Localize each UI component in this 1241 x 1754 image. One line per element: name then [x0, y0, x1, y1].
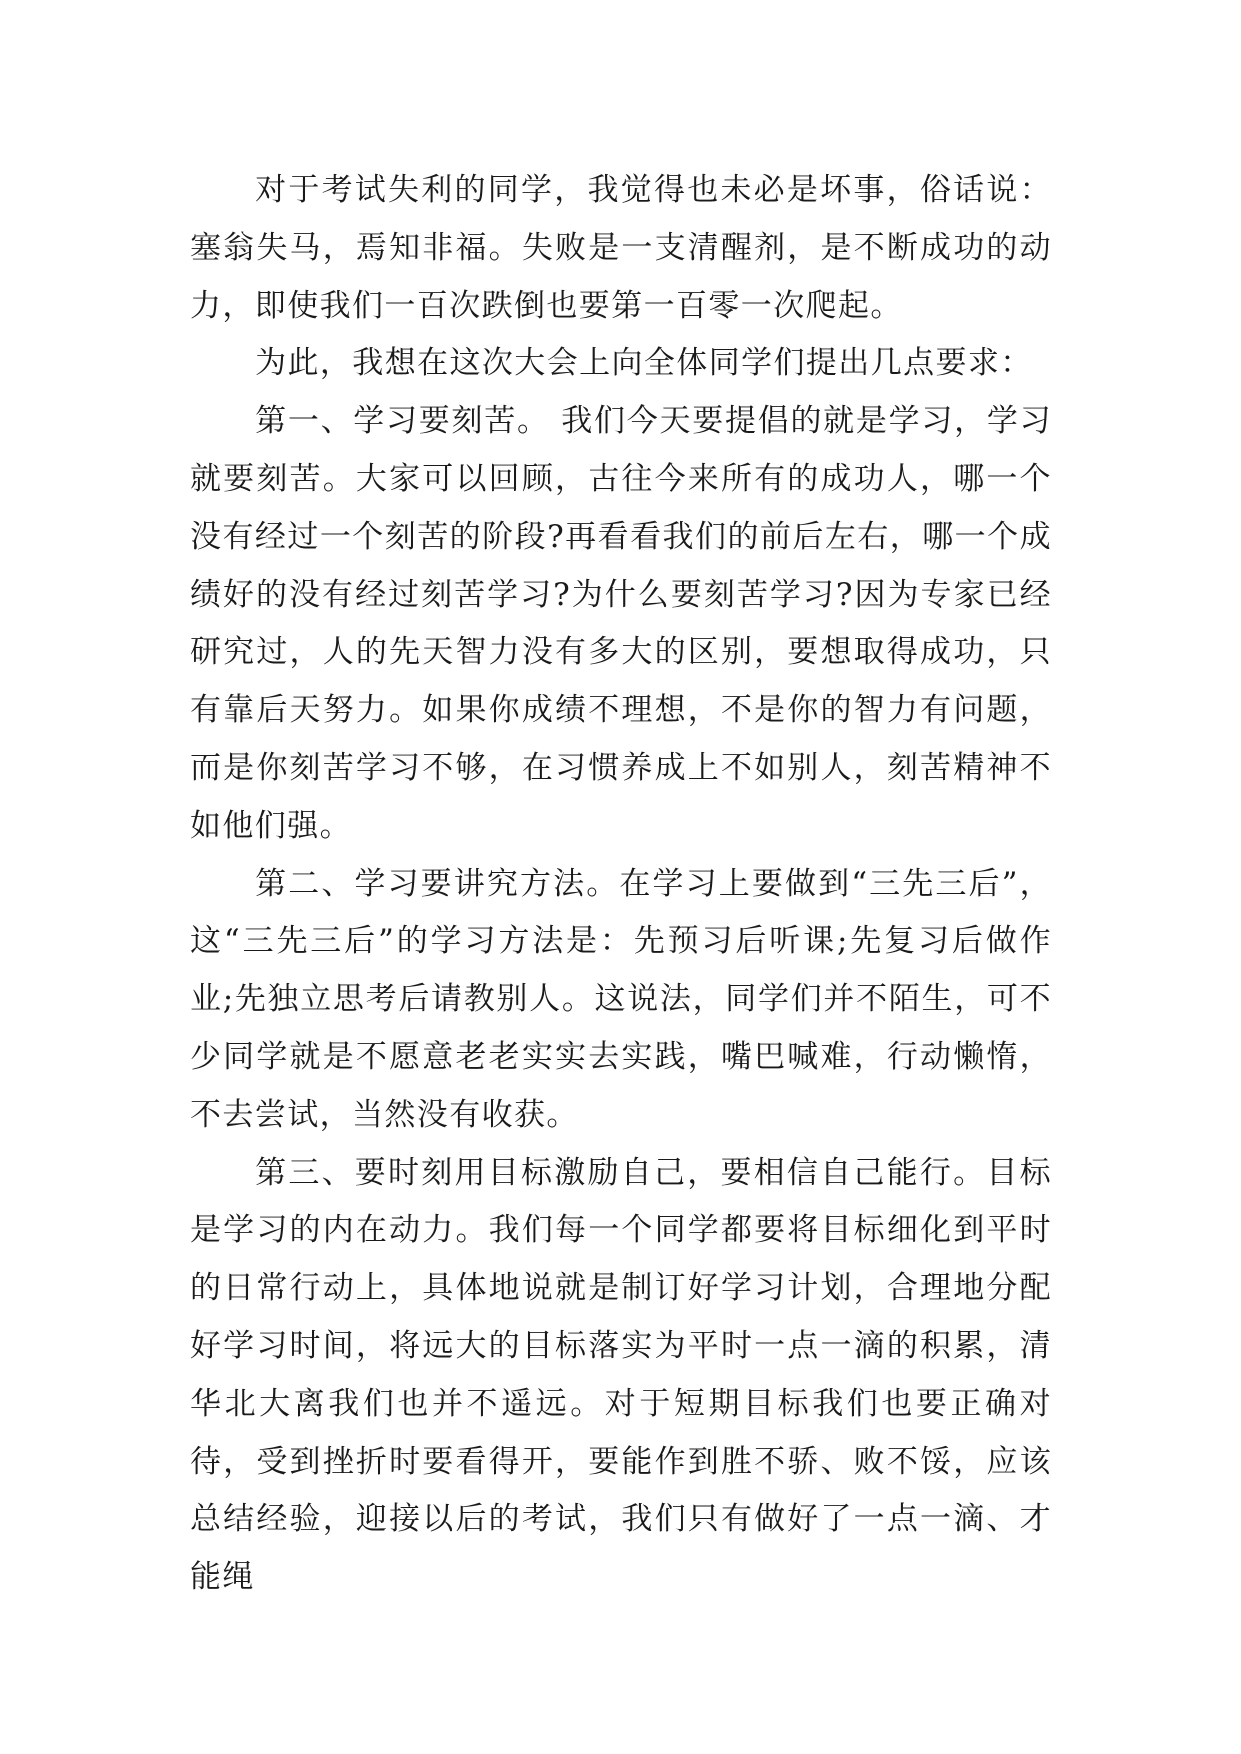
paragraph-point-one: 第一、学习要刻苦。 我们今天要提倡的就是学习，学习就要刻苦。大家可以回顾，古往今来所有的成功人，哪一个没有经过一个刻苦的阶段?再看看我们的前后左右，哪一个成绩好的没有经过刻苦学习?为什么要刻苦学习?因为专家已经研究过，人的先天智力没有多大的区别，要想取得成功，只有靠后天努力。如果你成绩不理想，不是你的智力有问题，而是你刻苦学习不够，在习惯养成上不如别人，刻苦精神不如他们强。: [190, 403, 1052, 844]
paragraph-point-two: 第二、学习要讲究方法。在学习上要做到“三先三后”，这“三先三后”的学习方法是：先预习后听课;先复习后做作业;先独立思考后请教别人。这说法，同学们并不陌生，可不少同学就是不愿意老老实实去实践，嘴巴喊难，行动懒惰，不去尝试，当然没有收获。: [190, 865, 1052, 1133]
paragraph-requirements-intro: 为此，我想在这次大会上向全体同学们提出几点要求：: [255, 345, 1033, 382]
document-body: [190, 162, 1052, 1607]
paragraph-exam-failure: 对于考试失利的同学，我觉得也未必是坏事，俗话说：塞翁失马，焉知非福。失败是一支清醒剂，是不断成功的动力，即使我们一百次跌倒也要第一百零一次爬起。: [190, 172, 1052, 324]
paragraph-point-three: 第三、要时刻用目标激励自己，要相信自己能行。目标是学习的内在动力。我们每一个同学都要将目标细化到平时的日常行动上，具体地说就是制订好学习计划，合理地分配好学习时间，将远大的目标落实为平时一点一滴的积累，清华北大离我们也并不遥远。对于短期目标我们也要正确对待，受到挫折时要看得开，要能作到胜不骄、败不馁，应该总结经验，迎接以后的考试，我们只有做好了一点一滴、才能绳: [190, 1154, 1052, 1596]
